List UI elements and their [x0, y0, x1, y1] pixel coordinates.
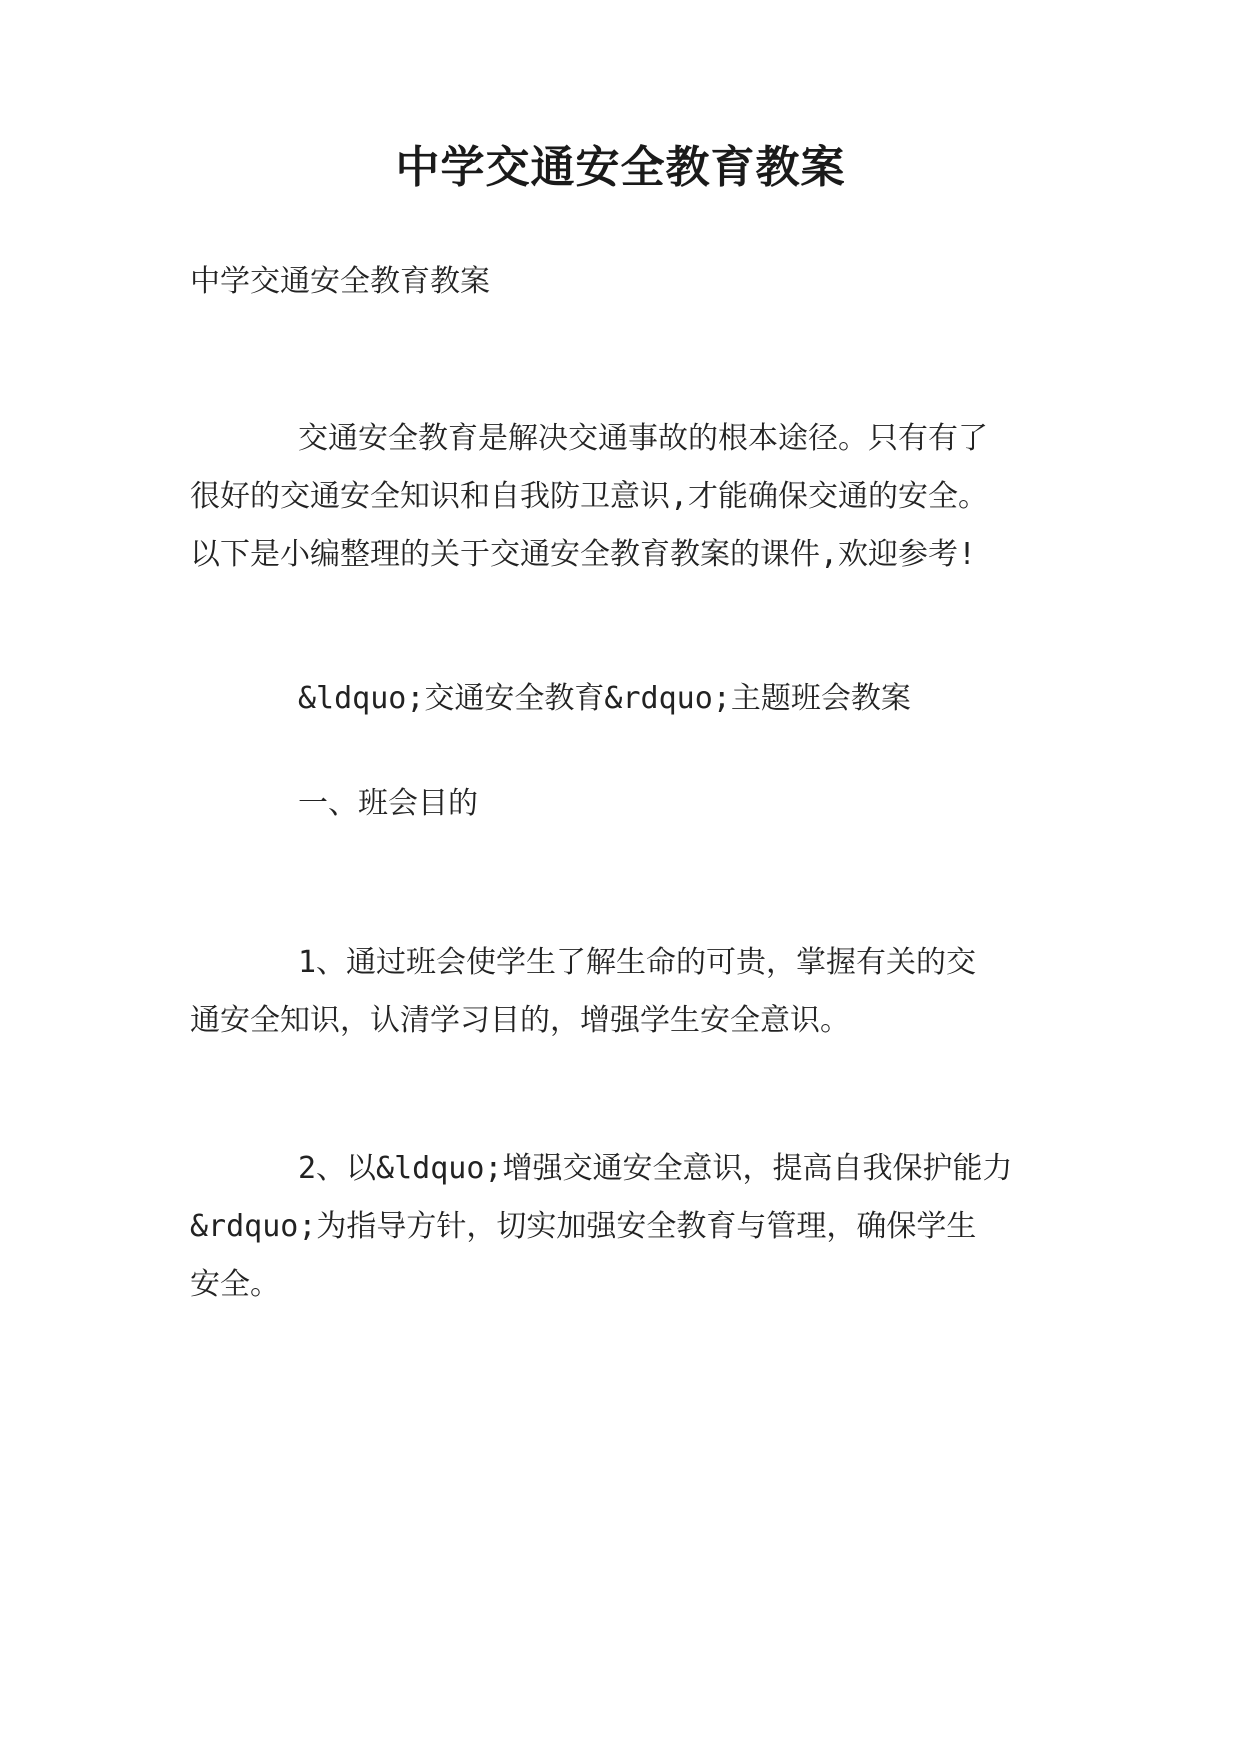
section-heading	[190, 670, 1050, 728]
item-one-line-2: 通安全知识，认清学习目的，增强学生安全意识。	[190, 1003, 850, 1038]
item-one-paragraph	[190, 934, 1050, 1050]
section-one-heading	[190, 775, 1050, 833]
intro-paragraph	[190, 410, 1050, 584]
intro-line-3: 以下是小编整理的关于交通安全教育教案的课件,欢迎参考!	[190, 537, 977, 572]
intro-line-1: 交通安全教育是解决交通事故的根本途径。只有有了	[298, 421, 988, 456]
subtitle-text: 中学交通安全教育教案	[190, 264, 490, 299]
document-subtitle	[190, 253, 1050, 311]
item-one-line-1: 1、通过班会使学生了解生命的可贵，掌握有关的交	[298, 945, 977, 980]
section-one-text: 一、班会目的	[298, 786, 478, 821]
document-title: 中学交通安全教育教案	[395, 142, 846, 193]
item-two-paragraph	[190, 1140, 1050, 1314]
section-heading-text: &ldquo;交通安全教育&rdquo;主题班会教案	[298, 681, 911, 716]
item-two-line-3: 安全。	[190, 1267, 280, 1302]
intro-line-2: 很好的交通安全知识和自我防卫意识,才能确保交通的安全。	[190, 479, 989, 514]
item-two-line-1: 2、以&ldquo;增强交通安全意识，提高自我保护能力	[298, 1151, 1013, 1186]
item-two-line-2: &rdquo;为指导方针，切实加强安全教育与管理，确保学生	[190, 1209, 977, 1244]
